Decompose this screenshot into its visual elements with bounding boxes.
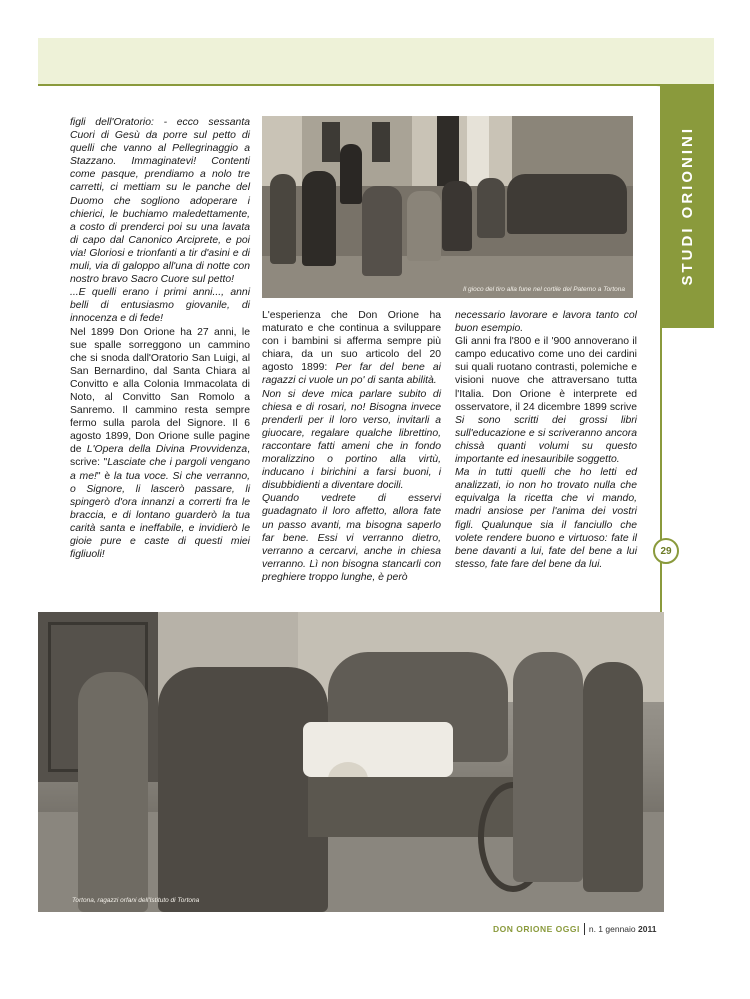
section-label: STUDI ORIONINI [678, 126, 696, 286]
paragraph: Gli anni fra l'800 e il '900 annoverano il campo educativo come uno dei cardini sui quali ruotano contrasti, polemiche e visioni nuove che attraversano tutta l'Italia. Don Orione è interprete ed osservatore, il 24 dicembre 1899 scrive Si sono scritti dei grossi libri sull'educazione e si scriveranno ancora chissà quanti volumi su questo importante ed inesauribile soggetto. [455, 336, 637, 466]
paragraph: Quando vedrete di esservi guadagnato il loro affetto, allora fate un passo avanti, ma bisogna saperlo far bene. Essi vi verranno dietro, verranno a cercarvi, anche in chiesa verranno. Lì non bisogna stancarli con preghiere troppo lunghe, è però [262, 493, 441, 583]
issue-info: n. 1 gennaio 2011 [588, 924, 657, 934]
photo-caption: Il gioco del tiro alla fune nel cortile del Paterno a Tortona [463, 286, 625, 293]
article-column-3 [455, 309, 637, 571]
section-tab [660, 84, 714, 328]
paragraph: L'esperienza che Don Orione ha maturato e che continua a sviluppare con i bambini si afferma sempre più chiara, da un suo articolo del 20 agosto 1899: Per far del bene ai ragazzi ci vuole un po' di santa abilità. [262, 310, 441, 387]
paragraph: Nel 1899 Don Orione ha 27 anni, le sue spalle sorreggono un cammino che si snoda dall'Oratorio San Luigi, al San Bernardino, dal Santa Chiara al Convitto e alla Colonia Immacolata di Noto, al Convitto San Romolo a Sanremo. Il cammino resta sempre fermo sulla parola del Signore. Il 6 agosto 1899, Don Orione sulle pagine de L'Opera della Divina Provvidenza, scrive: "Lasciate che i pargoli vengano a me!" è la tua voce. Si che verranno, o Signore, li lascerò passare, li spingerò d'ora innanzi a correrti fra le braccia, e di lontano guarderò la tua carità santa e ineffabile, e invidierò le gioie pure e caste di questi miei figliuoli! [70, 326, 250, 561]
footer [493, 922, 656, 936]
paragraph: Non si deve mica parlare subito di chiesa e di rosari, no! Bisogna invece prenderli per il loro verso, invitarli a giuocare, regalare qualche librettino, raccontare fatti ameni che in fondo moralizzino o portino alla virtù, inducano i birichini a farsi buoni, i disubbidienti a diventare docili. [262, 388, 441, 492]
paragraph: ...E quelli erano i primi anni..., anni belli di entusiasmo giovanile, di innocenza e di fede! [70, 287, 250, 325]
header-rule [38, 84, 660, 86]
photo-orphan-boys-cart [38, 612, 664, 912]
page-number: 29 [653, 538, 679, 564]
magazine-name: DON ORIONE OGGI [493, 924, 580, 934]
article-column-2 [262, 309, 441, 584]
paragraph: necessario lavorare e lavora tanto col buon esempio. [455, 310, 637, 335]
paragraph: Ma in tutti quelli che ho letti ed analizzati, io non ho trovato nulla che equivalga la ricetta che vi mando, madri ansiose per l'anima dei vostri figli. Qualunque sia il fanciullo che volete rendere buono e virtuoso: fate il bene davanti a lui, fate del bene a lui stesso, fate fare del bene da lui. [455, 467, 637, 570]
header-band [38, 38, 714, 84]
article-column-1 [70, 116, 250, 561]
photo-tug-of-war [262, 116, 633, 298]
photo-caption: Tortona, ragazzi orfani dell'Istituto di Tortona [72, 897, 200, 904]
footer-separator [584, 923, 585, 935]
paragraph: figli dell'Oratorio: - ecco sessanta Cuori di Gesù da porre sul petto di quelli che vanno al Pellegrinaggio a Stazzano. Immaginatevi! Contenti come pasque, prendiamo a nolo tre carretti, ci mettiam su le panche del Duomo che sogliono adoperare i chierici, le buchiamo maledettamente, a costo di prenderci poi su una lavata di capo dal Canonico Arciprete, e poi via! Gloriosi e trionfanti a tir d'asini e di muli, via di galoppo all'una di notte con nostro bravo Sacro Cuore sul petto! [70, 117, 250, 286]
